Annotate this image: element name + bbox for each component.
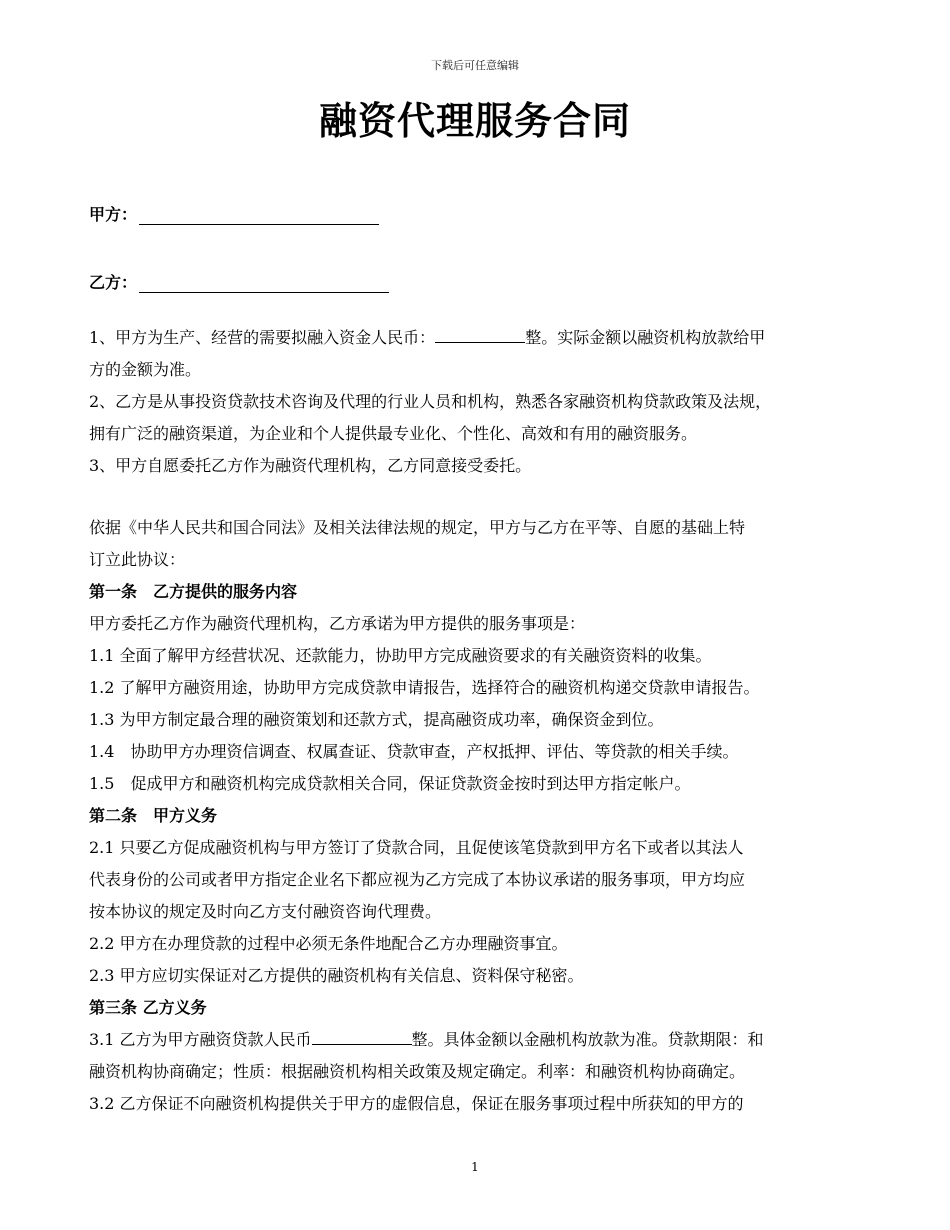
article-2-line: 2.3 甲方应切实保证对乙方提供的融资机构有关信息、资料保守秘密。 xyxy=(89,966,584,985)
article-2-line: 2.1 只要乙方促成融资机构与甲方签订了贷款合同，且促使该笔贷款到甲方名下或者以其法人 xyxy=(89,838,744,857)
contract-body xyxy=(89,512,879,1120)
article-3-line-3: 3.2 乙方保证不向融资机构提供关于甲方的虚假信息，保证在服务事项过程中所获知的甲方的 xyxy=(89,1094,744,1113)
intro-paragraph-1-line-2: 方的金额为准。 xyxy=(89,360,202,379)
article-2-line: 按本协议的规定及时向乙方支付融资咨询代理费。 xyxy=(89,902,442,921)
party-a-label: 甲方： xyxy=(89,205,138,224)
article-3-line-2: 融资机构协商确定；性质：根据融资机构相关政策及规定确定。利率：和融资机构协商确定。 xyxy=(89,1062,746,1081)
article-1-item: 1.2 了解甲方融资用途，协助甲方完成贷款申请报告，选择符合的融资机构递交贷款申请报告。 xyxy=(89,678,760,697)
basis-line-2: 订立此协议： xyxy=(89,550,186,569)
document-title: 融资代理服务合同 xyxy=(318,99,631,143)
party-a-blank xyxy=(139,206,379,225)
page-number: 1 xyxy=(471,1160,479,1174)
intro-paragraph-2-line-2: 拥有广泛的融资渠道，为企业和个人提供最专业化、个性化、高效和有用的融资服务。 xyxy=(89,424,698,443)
article-2-heading: 第二条 甲方义务 xyxy=(89,806,218,825)
article-1-item: 1.1 全面了解甲方经营状况、还款能力，协助甲方完成融资要求的有关融资资料的收集。 xyxy=(89,646,712,665)
article-1-heading: 第一条 乙方提供的服务内容 xyxy=(89,582,298,601)
header-note: 下载后可任意编辑 xyxy=(431,59,519,72)
article-1-item: 1.4 协助甲方办理资信调查、权属查证、贷款审查，产权抵押、评估、等贷款的相关手续。 xyxy=(89,742,739,761)
article-1-item: 1.5 促成甲方和融资机构完成贷款相关合同，保证贷款资金按时到达甲方指定帐户。 xyxy=(89,774,691,793)
article-1-intro: 甲方委托乙方作为融资代理机构，乙方承诺为甲方提供的服务事项是： xyxy=(89,614,586,633)
party-b-blank xyxy=(139,274,389,293)
basis-line-1: 依据《中华人民共和国合同法》及相关法律法规的规定，甲方与乙方在平等、自愿的基础上特 xyxy=(89,518,746,537)
party-a-field xyxy=(89,202,379,225)
loan-amount-blank xyxy=(312,1030,412,1045)
article-2-line: 代表身份的公司或者甲方指定企业名下都应视为乙方完成了本协议承诺的服务事项，甲方均应 xyxy=(89,870,746,889)
party-b-label: 乙方： xyxy=(89,273,138,292)
article-2-line: 2.2 甲方在办理贷款的过程中必须无条件地配合乙方办理融资事宜。 xyxy=(89,934,568,953)
party-b-field xyxy=(89,270,389,293)
intro-section xyxy=(89,322,879,482)
article-3-line-1: 3.1 乙方为甲方融资贷款人民币 整。具体金额以金融机构放款为准。贷款期限：和 xyxy=(89,1030,764,1049)
article-1-item: 1.3 为甲方制定最合理的融资策划和还款方式，提高融资成功率，确保资金到位。 xyxy=(89,710,664,729)
intro-paragraph-3: 3、甲方自愿委托乙方作为融资代理机构，乙方同意接受委托。 xyxy=(89,456,532,475)
amount-blank xyxy=(435,328,525,343)
intro-paragraph-2-line-1: 2、乙方是从事投资贷款技术咨询及代理的行业人员和机构，熟悉各家融资机构贷款政策及法规， xyxy=(89,392,772,411)
intro-paragraph-1-line-1: 1、甲方为生产、经营的需要拟融入资金人民币： 整。实际金额以融资机构放款给甲 xyxy=(89,328,766,347)
article-3-heading: 第三条 乙方义务 xyxy=(89,998,207,1017)
